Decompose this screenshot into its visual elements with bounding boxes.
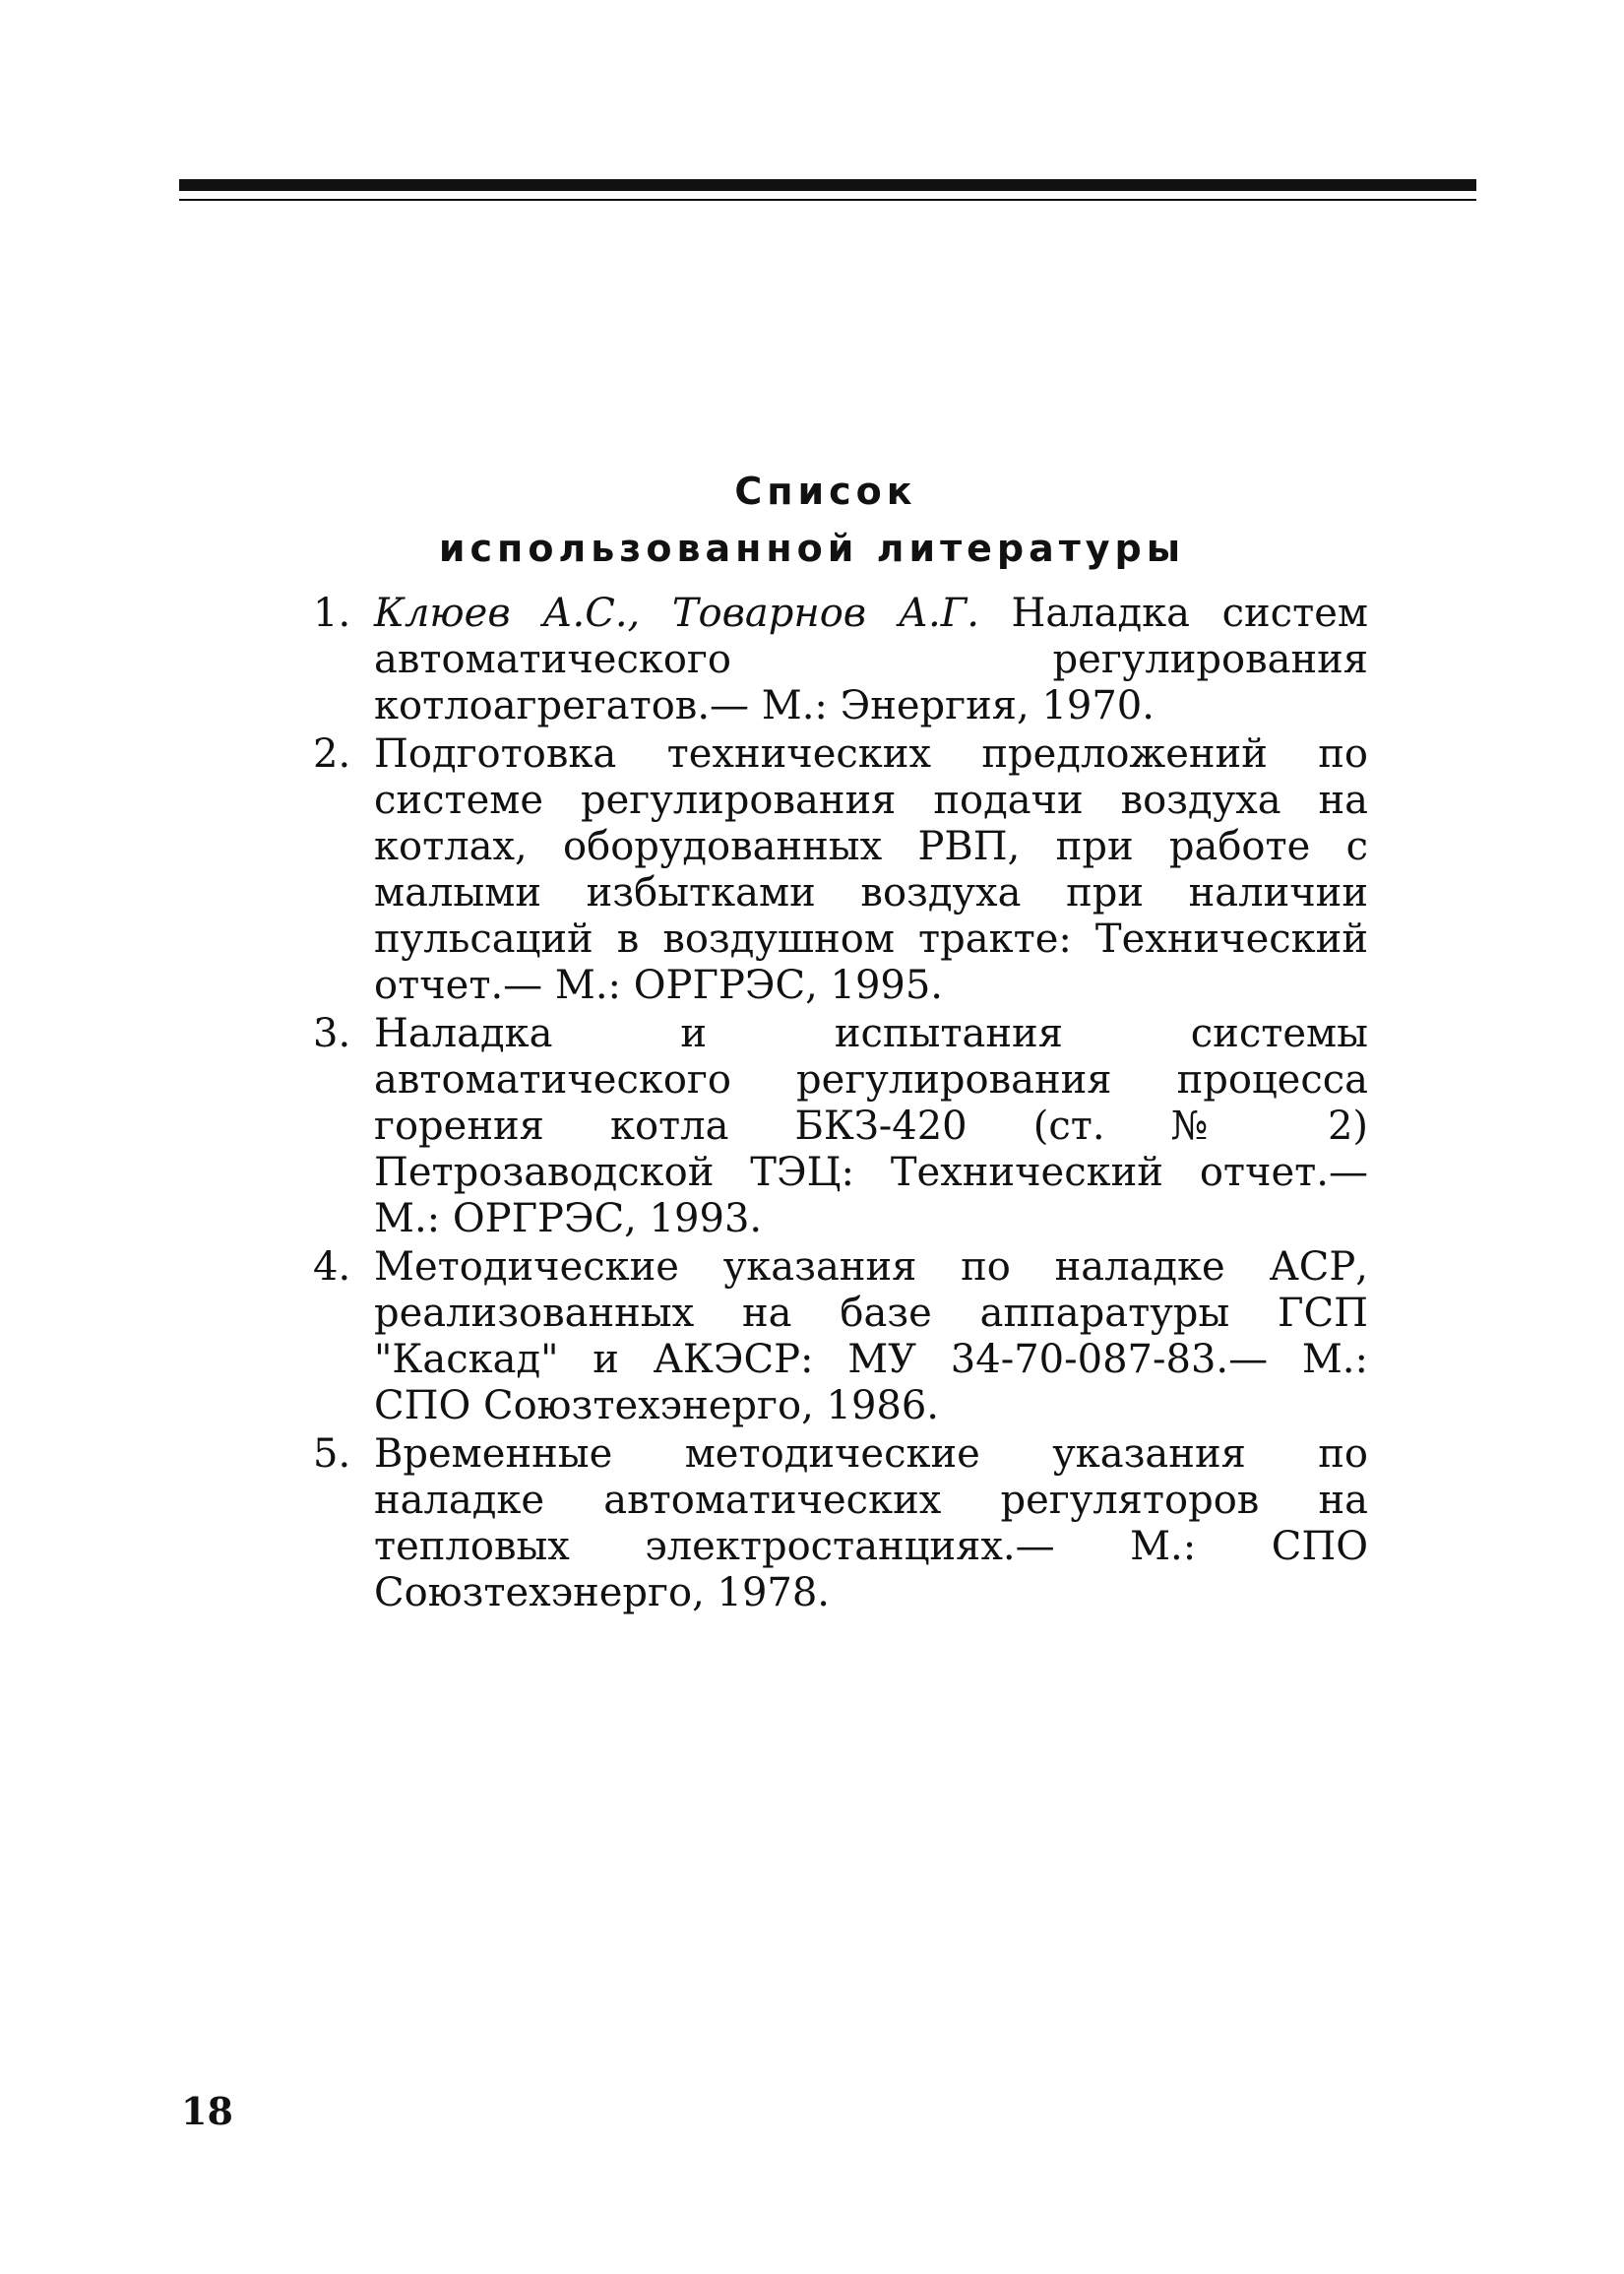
reference-item-4 [313,1244,1368,1429]
reference-item-2 [313,731,1368,1009]
reference-item-5 [313,1431,1368,1616]
reference-item-3 [313,1011,1368,1242]
heading-line-1: Список [734,470,917,513]
reference-number: 4. [313,1244,351,1290]
header-rule-thin [179,199,1476,201]
reference-list [313,591,1368,1618]
section-heading [0,463,1624,577]
reference-number: 2. [313,731,351,777]
header-rule-thick [179,179,1476,191]
reference-number: 3. [313,1011,351,1056]
reference-item-1 [313,591,1368,729]
reference-text: Подготовка технических предложений по системе регулирования подачи воздуха на котлах, оборудованных РВП, при работе с малыми избытками воздуха при наличии пульсаций в воздушном тракте: Технический отчет.— М.: ОРГРЭС, 1995. [374,731,1368,1008]
reference-number: 1. [313,591,351,636]
page-number: 18 [181,2089,233,2133]
reference-text: Наладка систем автоматического регулирования котлоагрегатов.— М.: Энергия, 1970. [374,591,1368,728]
reference-text: Наладка и испытания системы автоматического регулирования процесса горения котла БКЗ-420 (ст. № 2) Петрозаводской ТЭЦ: Технический отчет.— М.: ОРГРЭС, 1993. [374,1011,1368,1241]
reference-author: Клюев А.С., Товарнов А.Г. [374,591,979,636]
reference-text: Методические указания по наладке АСР, реализованных на базе аппаратуры ГСП "Каскад" и АКЭСР: МУ 34-70-087-83.— М.: СПО Союзтехэнерго, 1986. [374,1244,1368,1428]
reference-text: Временные методические указания по наладке автоматических регуляторов на тепловых электростанциях.— М.: СПО Союзтехэнерго, 1978. [374,1431,1368,1615]
reference-number: 5. [313,1431,351,1477]
heading-line-2: использованной литературы [438,527,1186,570]
